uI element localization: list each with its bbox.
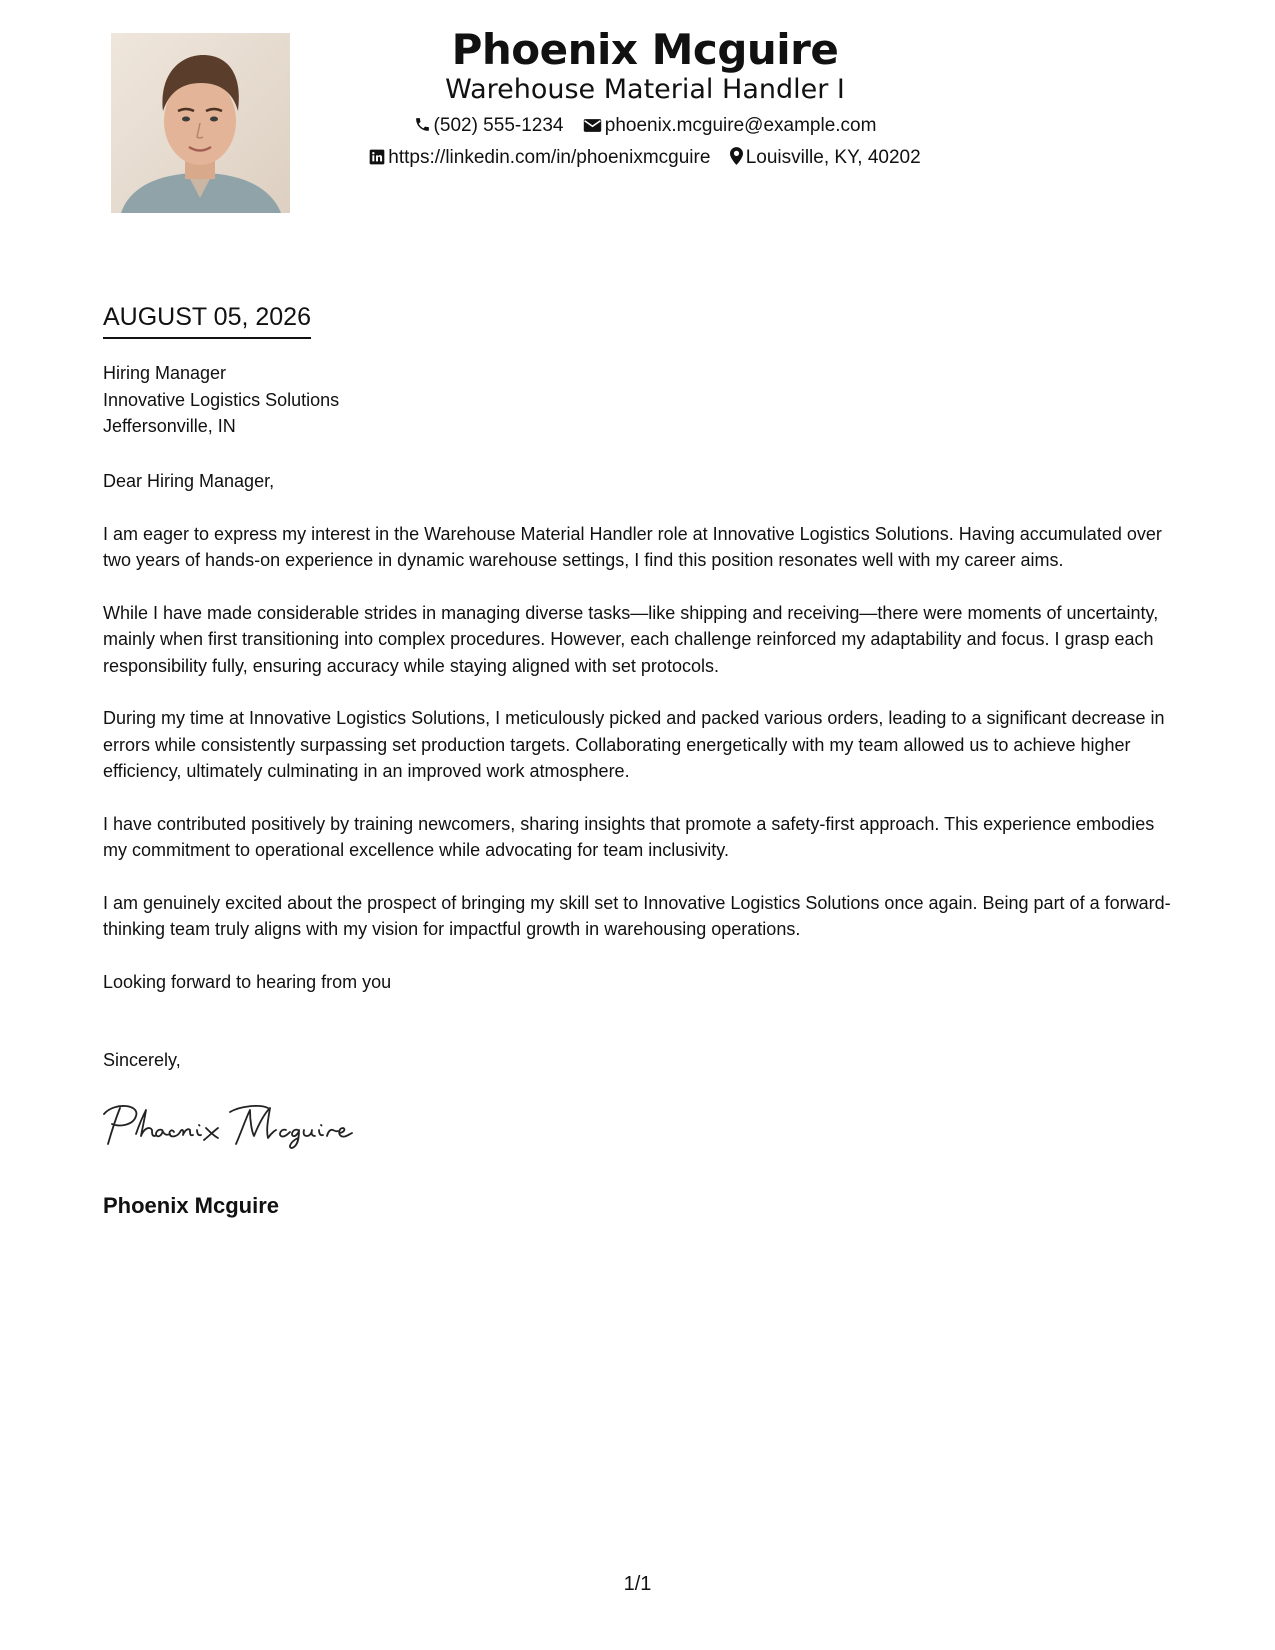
email-text: phoenix.mcguire@example.com — [604, 115, 877, 136]
handwritten-signature — [100, 1100, 370, 1150]
signer-name: Phoenix Mcguire — [103, 1193, 280, 1218]
paragraph-4: I have contributed positively by training newcomers, sharing insights that promote a safety-first approach. This experience embodies my commitment to operational excellence while advocating for team inclusivity. — [103, 813, 1155, 860]
phone-text: (502) 555-1234 — [433, 115, 564, 136]
paragraph-3: During my time at Innovative Logistics Solutions, I meticulously picked and packed various orders, leading to a significant decrease in errors while consistently surpassing set production targets. Collaborating energetically with my team allowed us to achieve higher efficiency, ultimately culminating in an improved work atmosphere. — [103, 708, 1165, 781]
map-pin-icon — [730, 147, 743, 165]
letter-date: AUGUST 05, 2026 — [103, 302, 311, 339]
contact-email[interactable] — [583, 114, 877, 138]
recipient-name: Hiring Manager — [103, 363, 227, 383]
salutation: Dear Hiring Manager, — [103, 471, 275, 491]
closing: Sincerely, — [103, 1050, 181, 1070]
location-text: Louisville, KY, 40202 — [745, 147, 921, 168]
contact-location — [730, 146, 921, 170]
phone-icon — [414, 116, 431, 133]
contact-linkedin[interactable] — [369, 146, 710, 170]
letter-body — [103, 468, 1183, 1021]
envelope-icon — [583, 118, 602, 133]
linkedin-icon — [369, 149, 385, 165]
profile-photo — [111, 33, 290, 213]
candidate-job-title: Warehouse Material Handler I — [445, 74, 845, 105]
page-number: 1/1 — [623, 1573, 652, 1595]
paragraph-2: While I have made considerable strides in managing diverse tasks—like shipping and receiving—there were moments of uncertainty, mainly when first transitioning into complex procedures. However, each challenge reinforced my adaptability and focus. I grasp each responsibility fully, ensuring accuracy while staying aligned with set protocols. — [103, 602, 1159, 676]
linkedin-text: https://linkedin.com/in/phoenixmcguire — [388, 147, 711, 168]
paragraph-5: I am genuinely excited about the prospect of bringing my skill set to Innovative Logistics Solutions once again. Being part of a forward-thinking team truly aligns with my vision for impactful growth in warehousing operations. — [103, 892, 1171, 939]
recipient-block — [103, 360, 339, 440]
recipient-location: Jeffersonville, IN — [103, 416, 236, 436]
candidate-name: Phoenix Mcguire — [451, 25, 839, 74]
contact-phone[interactable] — [414, 114, 564, 138]
contact-row-secondary — [320, 146, 970, 170]
recipient-company: Innovative Logistics Solutions — [103, 389, 340, 410]
contact-row-primary — [320, 114, 970, 138]
paragraph-1: I am eager to express my interest in the Warehouse Material Handler role at Innovative Logistics Solutions. Having accumulated over two years of hands-on experience in dynamic warehouse settings, I find this position resonates well with my career aims. — [103, 523, 1162, 570]
paragraph-6: Looking forward to hearing from you — [103, 971, 392, 992]
